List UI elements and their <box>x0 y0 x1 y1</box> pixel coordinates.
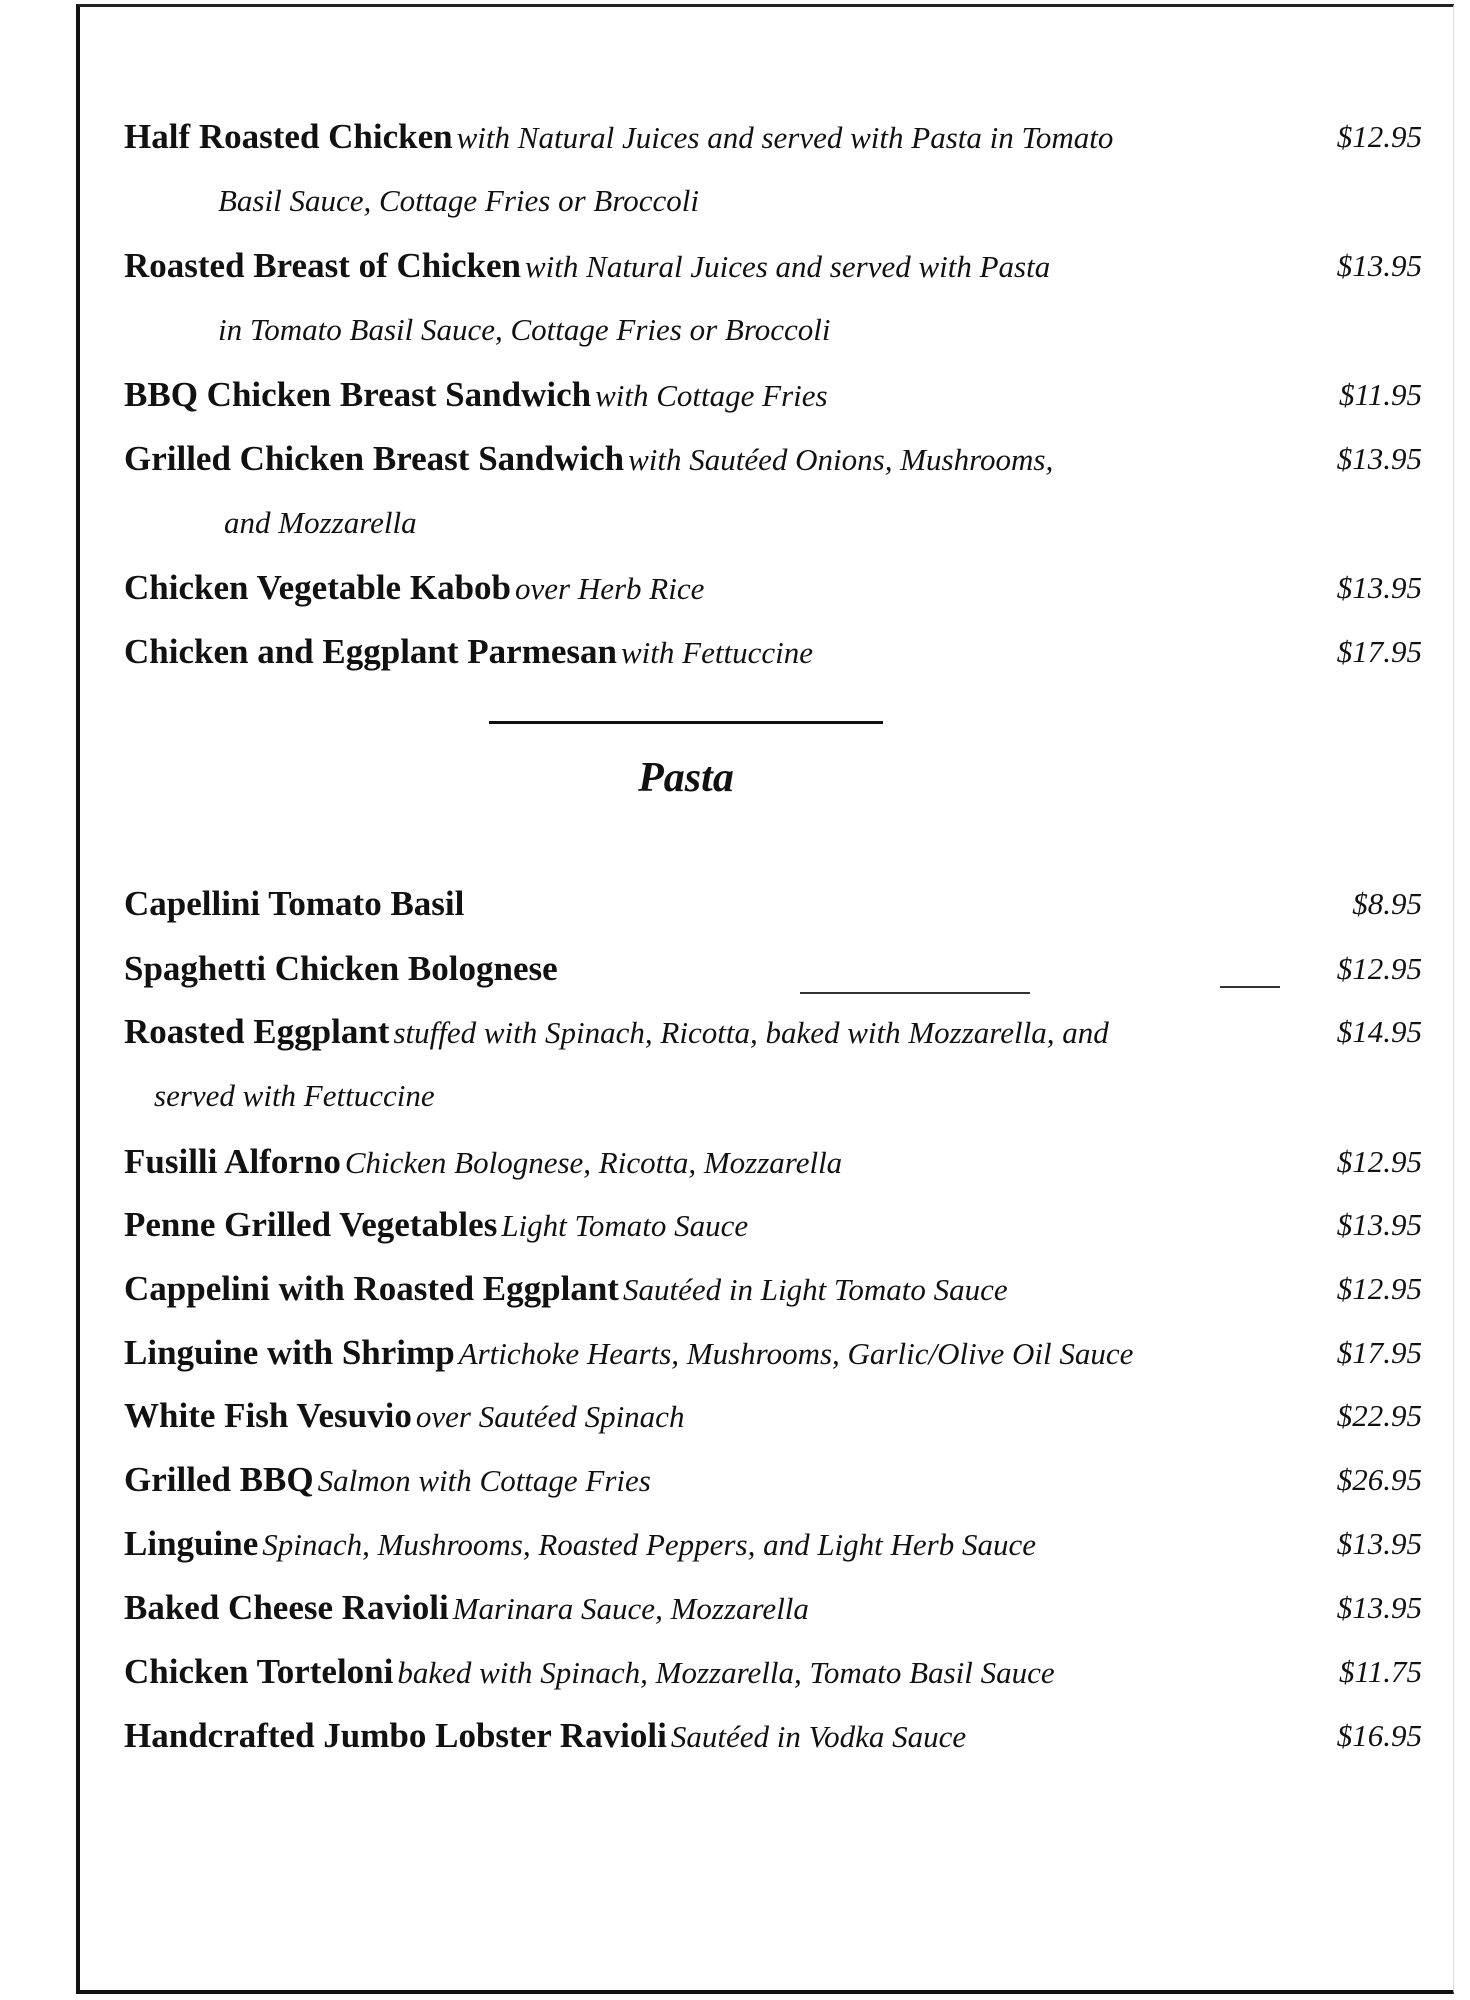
item-name: Roasted Breast of Chicken <box>124 246 521 285</box>
item-name: Half Roasted Chicken <box>124 117 453 156</box>
item-price: $26.95 <box>1336 1462 1422 1497</box>
item-price: $13.95 <box>1336 248 1422 283</box>
item-price: $11.75 <box>1339 1654 1422 1689</box>
menu-item-grilled-bbq <box>124 1448 1422 1512</box>
item-name: Roasted Eggplant <box>124 1012 390 1051</box>
item-description: stuffed with Spinach, Ricotta, baked with Mozzarella, and <box>393 1015 1109 1050</box>
item-name: Cappelini with Roasted Eggplant <box>124 1269 619 1308</box>
menu-item-bbq-chicken-breast-sandwich <box>124 363 1422 427</box>
section-divider <box>489 721 883 724</box>
item-name: Chicken and Eggplant Parmesan <box>124 632 617 671</box>
item-description: baked with Spinach, Mozzarella, Tomato Basil Sauce <box>397 1655 1055 1690</box>
menu-item-grilled-chicken-breast-sandwich <box>124 427 1422 540</box>
item-description: with Cottage Fries <box>595 378 828 413</box>
menu-item-chicken-vegetable-kabob <box>124 556 1422 620</box>
item-name: Linguine with Shrimp <box>124 1333 455 1372</box>
item-name: White Fish Vesuvio <box>124 1396 412 1435</box>
item-price: $13.95 <box>1336 1590 1422 1625</box>
item-name: Penne Grilled Vegetables <box>124 1205 498 1244</box>
item-description: Chicken Bolognese, Ricotta, Mozzarella <box>344 1145 843 1180</box>
item-price: $14.95 <box>1336 1014 1422 1049</box>
item-price: $13.95 <box>1336 570 1422 605</box>
item-name: BBQ Chicken Breast Sandwich <box>124 375 592 414</box>
scan-artifact-line <box>1220 986 1280 988</box>
menu-item-chicken-torteloni <box>124 1640 1422 1704</box>
item-price: $12.95 <box>1336 1144 1422 1179</box>
menu-item-half-roasted-chicken <box>124 105 1422 218</box>
menu-item-baked-cheese-ravioli <box>124 1576 1422 1640</box>
item-name: Grilled Chicken Breast Sandwich <box>124 439 625 478</box>
item-price: $17.95 <box>1336 1335 1422 1370</box>
item-name: Linguine <box>124 1524 259 1563</box>
item-description: Salmon with Cottage Fries <box>317 1463 651 1498</box>
item-name: Chicken Torteloni <box>124 1652 394 1691</box>
item-price: $12.95 <box>1336 119 1422 154</box>
item-price: $13.95 <box>1336 1207 1422 1242</box>
menu-item-cappelini-with-roasted-eggplant <box>124 1257 1422 1321</box>
item-description: Marinara Sauce, Mozzarella <box>452 1591 809 1626</box>
item-description: Sautéed in Light Tomato Sauce <box>622 1272 1008 1307</box>
scan-artifact-line <box>800 992 1030 994</box>
item-description: with Sautéed Onions, Mushrooms, <box>628 442 1054 477</box>
item-description-continued: served with Fettuccine <box>154 1078 435 1113</box>
section-title-pasta: Pasta <box>638 755 734 801</box>
item-name: Spaghetti Chicken Bolognese <box>124 949 558 988</box>
item-description: Sautéed in Vodka Sauce <box>670 1719 967 1754</box>
item-description: Spinach, Mushrooms, Roasted Peppers, and Light Herb Sauce <box>262 1527 1037 1562</box>
item-price: $13.95 <box>1336 441 1422 476</box>
item-price: $12.95 <box>1336 951 1422 986</box>
item-description: with Natural Juices and served with Pasta <box>524 249 1051 284</box>
menu-item-roasted-eggplant <box>124 1000 1422 1113</box>
item-name: Handcrafted Jumbo Lobster Ravioli <box>124 1716 667 1755</box>
item-description-continued: Basil Sauce, Cottage Fries or Broccoli <box>218 183 699 218</box>
item-description-continued: in Tomato Basil Sauce, Cottage Fries or Broccoli <box>218 312 831 347</box>
item-price: $16.95 <box>1336 1718 1422 1753</box>
item-name: Baked Cheese Ravioli <box>124 1588 449 1627</box>
menu-item-linguine <box>124 1512 1422 1576</box>
item-description: with Natural Juices and served with Pasta in Tomato <box>456 120 1114 155</box>
item-price: $12.95 <box>1336 1271 1422 1306</box>
item-price: $17.95 <box>1336 634 1422 669</box>
item-price: $22.95 <box>1336 1398 1422 1433</box>
menu-item-chicken-and-eggplant-parmesan <box>124 620 1422 684</box>
menu-item-capellini-tomato-basil <box>124 872 1422 936</box>
item-price: $13.95 <box>1336 1526 1422 1561</box>
menu-item-white-fish-vesuvio <box>124 1384 1422 1448</box>
item-name: Grilled BBQ <box>124 1460 314 1499</box>
item-description-continued: and Mozzarella <box>224 505 417 540</box>
menu-item-linguine-with-shrimp <box>124 1321 1422 1385</box>
menu-item-handcrafted-jumbo-lobster-ravioli <box>124 1704 1422 1768</box>
item-description: Artichoke Hearts, Mushrooms, Garlic/Olive Oil Sauce <box>458 1336 1134 1371</box>
item-description: over Herb Rice <box>515 571 705 606</box>
item-description: over Sautéed Spinach <box>415 1399 685 1434</box>
menu-item-spaghetti-chicken-bolognese <box>124 937 1422 1001</box>
menu-item-fusilli-alforno <box>124 1130 1422 1194</box>
menu-item-penne-grilled-vegetables <box>124 1193 1422 1257</box>
item-price: $11.95 <box>1339 377 1422 412</box>
item-description: with Fettuccine <box>621 635 813 670</box>
item-description: Light Tomato Sauce <box>501 1208 749 1243</box>
item-price: $8.95 <box>1352 886 1422 921</box>
menu-item-roasted-breast-of-chicken <box>124 234 1422 347</box>
item-name: Chicken Vegetable Kabob <box>124 568 511 607</box>
item-name: Fusilli Alforno <box>124 1142 341 1181</box>
item-name: Capellini Tomato Basil <box>124 884 465 923</box>
